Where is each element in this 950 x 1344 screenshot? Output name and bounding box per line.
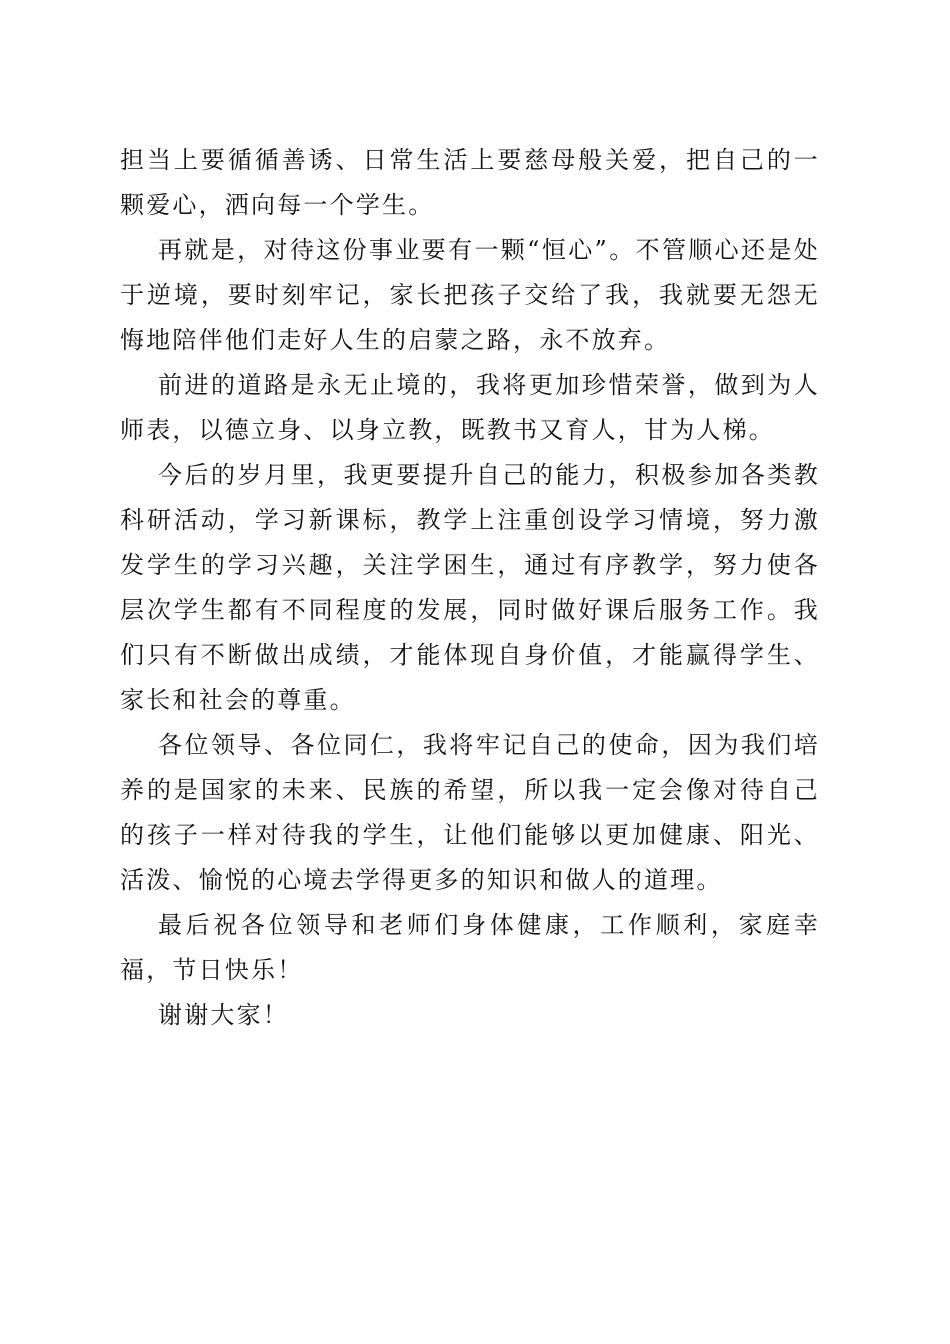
paragraph-future-plans: 今后的岁月里，我更要提升自己的能力，积极参加各类教科研活动，学习新课标，教学上注重创设学习情境，努力激发学生的学习兴趣，关注学困生，通过有序教学，努力使各层次学生都有不同程度的发展，同时做好课后服务工作。我们只有不断做出成绩，才能体现自身价值，才能赢得学生、家长和社会的尊重。: [120, 461, 820, 714]
paragraph-perseverance: 再就是，对待这份事业要有一颗“恒心”。不管顺心还是处于逆境，要时刻牢记，家长把孩子交给了我，我就要无怨无悔地陪伴他们走好人生的启蒙之路，永不放弃。: [120, 236, 820, 354]
paragraph-mission: 各位领导、各位同仁，我将牢记自己的使命，因为我们培养的是国家的未来、民族的希望，所以我一定会像对待自己的孩子一样对待我的学生，让他们能够以更加健康、阳光、活泼、愉悦的心境去学得更多的知识和做人的道理。: [120, 731, 820, 894]
paragraph-honor: 前进的道路是永无止境的，我将更加珍惜荣誉，做到为人师表，以德立身、以身立教，既教书又育人，甘为人梯。: [120, 371, 820, 444]
paragraph-wishes: 最后祝各位领导和老师们身体健康，工作顺利，家庭幸福，节日快乐！: [120, 911, 820, 984]
paragraph-continuation: 担当上要循循善诱、日常生活上要慈母般关爱，把自己的一颗爱心，洒向每一个学生。: [120, 146, 820, 219]
paragraph-thanks: 谢谢大家！: [158, 1001, 289, 1029]
document-body: [120, 138, 820, 1038]
